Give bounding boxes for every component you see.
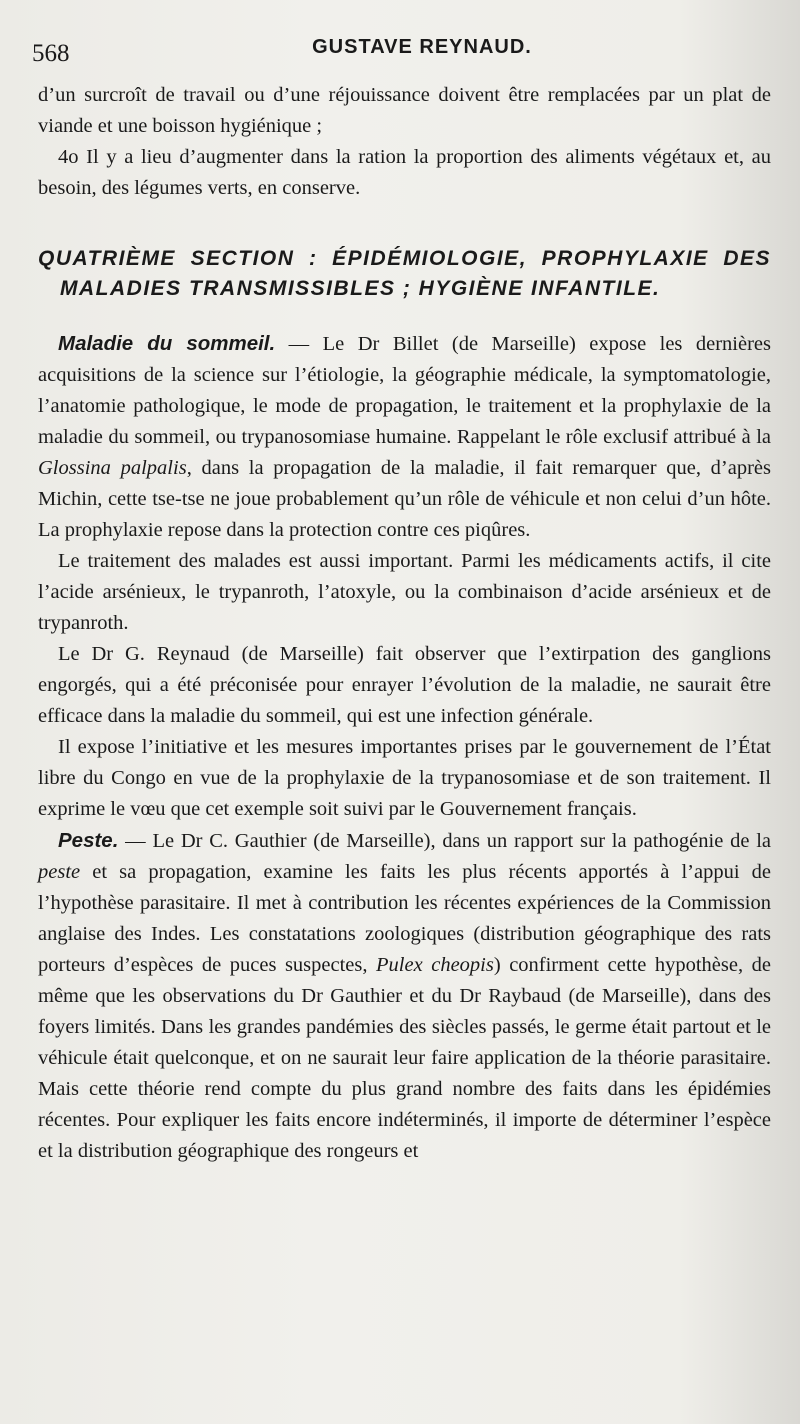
paragraph-text: — Le Dr Billet (de Marseille) expose les dernières acquisitions de la science sur l’étiologie, la géographie médicale, la symptomatologie, l’anatomie pathologique, le mode de propagation, le traitement et la prophylaxie de la maladie du sommeil, ou trypanosomiase humaine. Rappelant le rôle exclusif attribué à la	[38, 333, 772, 448]
paragraph-text: et sa propagation, examine les faits les plus récents apportés à l’appui de l’hypothèse parasitaire. Il met à contribution les récentes expériences de la Commission anglaise des Indes. Les constatations zoologiques (distribution géographique des rats porteurs d’espèces de puces suspectes,	[38, 861, 771, 976]
page-body	[38, 80, 771, 1167]
page-number: 568	[32, 40, 70, 67]
sleeping-sickness-heading: Maladie du sommeil.	[58, 332, 276, 355]
sleeping-sickness-paragraph-4: Il expose l’initiative et les mesures importantes prises par le gouvernement de l’État libre du Congo en vue de la prophylaxie de la trypanosomiase et de son traitement. Il exprime le vœu que cet exemple soit suivi par le Gouvernement français.	[38, 736, 771, 820]
intro-paragraph-2: 4o Il y a lieu d’augmenter dans la ration la proportion des aliments végétaux et, au besoin, des légumes verts, en conserve.	[38, 146, 771, 199]
plague-heading: Peste.	[58, 829, 119, 852]
species-name: Pulex cheopis	[376, 954, 494, 976]
sleeping-sickness-paragraph-3: Le Dr G. Reynaud (de Marseille) fait observer que l’extirpation des ganglions engorgés, qui a été préconisée pour enrayer l’évolution de la maladie, ne saurait être efficace dans la maladie du sommeil, qui est une infection générale.	[38, 643, 771, 727]
section-title: QUATRIÈME SECTION : ÉPIDÉMIOLOGIE, PROPHYLAXIE DES MALADIES TRANSMISSIBLES ; HYGIÈNE INFANTILE.	[38, 247, 771, 300]
paragraph-text: , dans la propagation de la maladie, il fait remarquer que, d’après Michin, cette tse-tse ne joue probablement qu’un rôle de véhicule et non celui d’un hôte. La prophylaxie repose dans la protection contre ces piqûres.	[38, 457, 772, 541]
species-name: Glossina palpalis	[38, 457, 187, 479]
sleeping-sickness-paragraph-1	[38, 328, 771, 546]
intro-paragraph-1: d’un surcroît de travail ou d’une réjouissance doivent être remplacées par un plat de viande et une boisson hygiénique ;	[38, 84, 771, 137]
paragraph-text: — Le Dr C. Gauthier (de Marseille), dans un rapport sur la pathogénie de la	[118, 830, 771, 852]
sleeping-sickness-paragraph-2: Le traitement des malades est aussi important. Parmi les médicaments actifs, il cite l’acide arsénieux, le trypanroth, l’atoxyle, ou la combinaison d’acide arsénieux et de trypanroth.	[38, 550, 771, 634]
running-title: GUSTAVE REYNAUD.	[312, 36, 532, 58]
paragraph-text: ) confirment cette hypothèse, de même que les observations du Dr Gauthier et du Dr Raybaud (de Marseille), dans des foyers limités. Dans les grandes pandémies des siècles passés, le germe était partout et le véhicule était quelconque, et on ne saurait leur faire application de la théorie parasitaire. Mais cette théorie rend compte du plus grand nombre des faits dans les épidémies récentes. Pour expliquer les faits encore indéterminés, il importe de déterminer l’espèce et la distribution géographique des rongeurs et	[38, 954, 771, 1162]
italic-term: peste	[38, 861, 81, 883]
page-header	[32, 34, 772, 68]
plague-paragraph	[38, 825, 771, 1167]
